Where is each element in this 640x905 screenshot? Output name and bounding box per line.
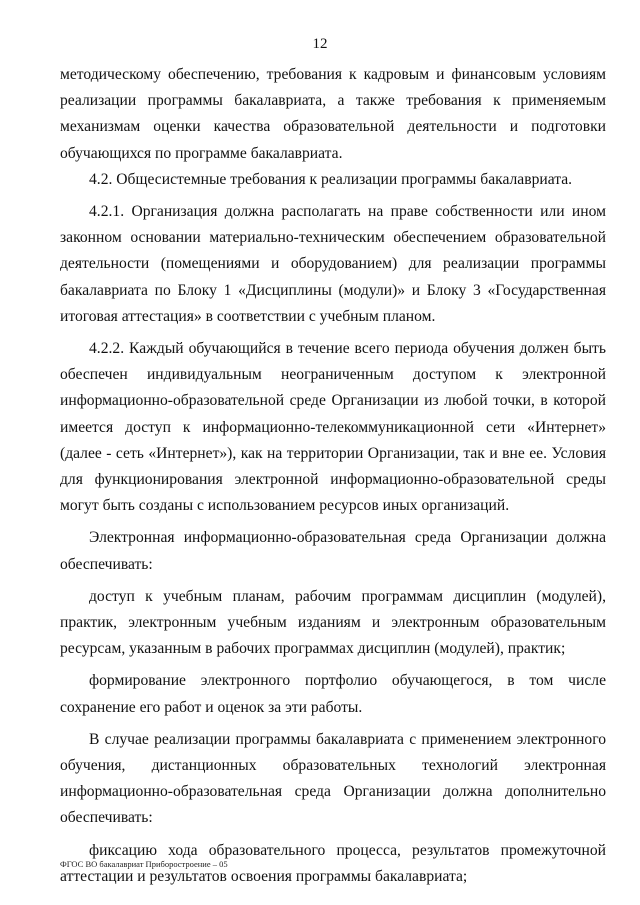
paragraph-fixation-item: фиксацию хода образовательного процесса, результатов промежуточной аттестации и результатов освоения программы бакалавриата; [60, 841, 606, 885]
paragraph-access-item: доступ к учебным планам, рабочим программам дисциплин (модулей), практик, электронным учебным изданиям и электронным образовательным ресурсам, указанным в рабочих программах дисциплин (модулей), практик; [60, 587, 606, 658]
body-text [60, 62, 606, 890]
page-number: 12 [312, 36, 328, 52]
paragraph-4-2-1: 4.2.1. Организация должна располагать на праве собственности или ином законном основании материально-техническим обеспечением образовательной деятельности (помещениями и оборудованием) для реализации программы бакалавриата по Блоку 1 «Дисциплины (модули)» и Блоку 3 «Государственная итоговая аттестация» в соответствии с учебным планом. [60, 203, 606, 325]
paragraph-portfolio-item: формирование электронного портфолио обучающегося, в том числе сохранение его работ и оценок за эти работы. [60, 672, 606, 716]
paragraph-eios-intro: Электронная информационно-образовательная среда Организации должна обеспечивать: [60, 529, 606, 573]
paragraph-distance-learning: В случае реализации программы бакалавриата с применением электронного обучения, дистанционных образовательных технологий электронная информационно-образовательная среда Организации должна дополнительно обеспечивать: [60, 730, 606, 827]
paragraph-4-2-heading: 4.2. Общесистемные требования к реализации программы бакалавриата. [89, 170, 573, 188]
paragraph-continuation: методическому обеспечению, требования к кадровым и финансовым условиям реализации программы бакалавриата, а также требования к применяемым механизмам оценки качества образовательной деятельности и подготовки обучающихся по программе бакалавриата. [60, 66, 606, 162]
paragraph-4-2-2: 4.2.2. Каждый обучающийся в течение всего периода обучения должен быть обеспечен индивидуальным неограниченным доступом к электронной информационно-образовательной среде Организации из любой точки, в которой имеется доступ к информационно-телекоммуникационной сети «Интернет» (далее - сеть «Интернет»), как на территории Организации, так и вне ее. Условия для функционирования электронной информационно-образовательной среды могут быть созданы с использованием ресурсов иных организаций. [60, 340, 606, 515]
page-footer: ФГОС ВО бакалавриат Приборостроение – 05 [60, 859, 228, 869]
